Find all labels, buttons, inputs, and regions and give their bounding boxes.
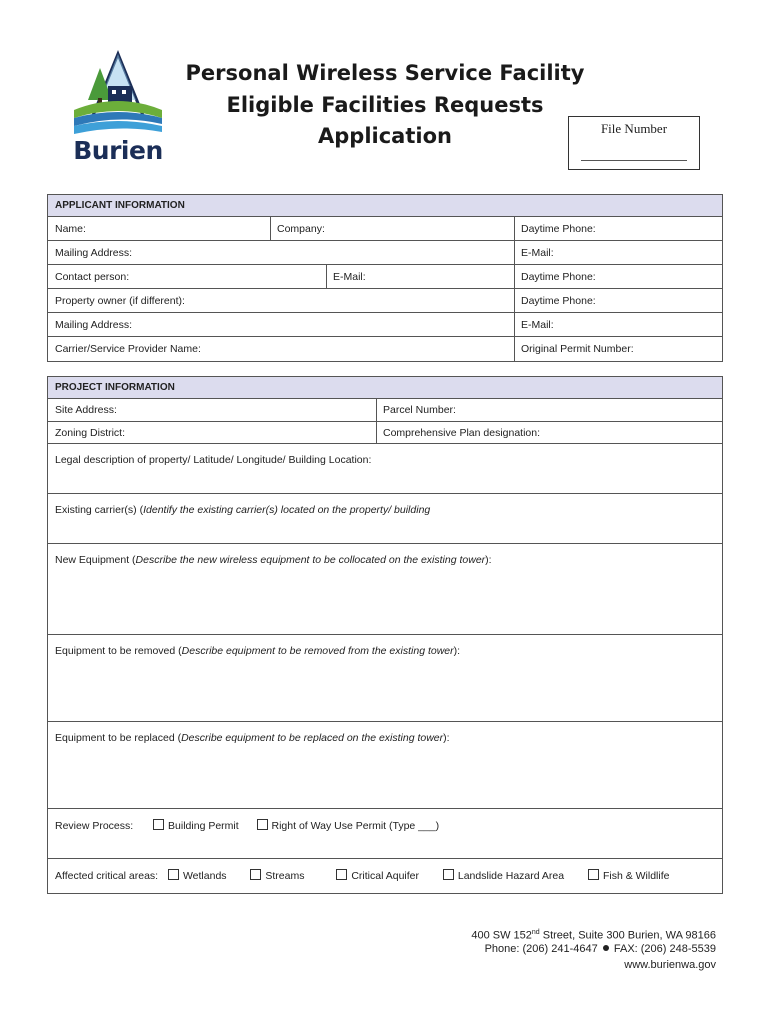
project-row-1 [48,399,722,422]
footer-website[interactable]: www.burienwa.gov [624,959,716,971]
project-row-2 [48,422,722,444]
streams-checkbox[interactable] [250,869,261,880]
page-title-line-3: Application [318,124,452,148]
original-permit-field[interactable]: Original Permit Number: [521,343,634,355]
contact-person-field[interactable]: Contact person: [55,271,130,283]
new-equipment-field[interactable] [48,544,722,634]
removed-equipment-field[interactable] [48,635,722,721]
mailing-address-field-1[interactable]: Mailing Address: [55,247,133,259]
row-permit-checkbox[interactable] [257,819,268,830]
zoning-district-field[interactable]: Zoning District: [55,427,126,439]
removed-equipment-hint: Describe equipment to be removed from the existing tower [181,645,454,657]
bullet-icon [603,945,609,951]
fish-wildlife-label: Fish & Wildlife [602,870,670,882]
logo-text: Burien [73,136,163,165]
critical-areas-row [48,859,722,893]
project-row-replaced-equipment [48,722,722,809]
existing-carriers-label: Existing carrier(s) ( [55,504,144,516]
critical-aquifer-label: Critical Aquifer [351,870,420,882]
footer-address-post: Street, Suite 300 Burien, WA 98166 [539,929,716,942]
removed-equipment-end: ): [453,645,461,657]
landslide-checkbox[interactable] [443,869,454,880]
name-field[interactable]: Name: [55,223,86,235]
applicant-row-3 [48,265,722,289]
replaced-equipment-end: ): [443,732,450,744]
file-number-label: File Number [600,121,668,136]
project-row-legal [48,444,722,494]
applicant-row-5 [48,313,722,337]
building-permit-label: Building Permit [168,820,239,832]
footer-phone-fax [420,941,716,958]
page-title-line-2: Eligible Facilities Requests [226,93,544,117]
applicant-row-1 [48,217,722,241]
applicant-row-4 [48,289,722,313]
project-information-table [47,376,723,894]
footer-address-pre: 400 SW 152 [471,929,532,942]
replaced-equipment-hint: Describe equipment to be replaced on the existing tower [181,732,444,744]
project-row-review-process [48,809,722,859]
review-process-label: Review Process: [55,820,134,832]
email-field-3[interactable]: E-Mail: [521,319,554,331]
mailing-address-field-2[interactable]: Mailing Address: [55,319,133,331]
applicant-section-heading: APPLICANT INFORMATION [48,195,722,217]
critical-areas-label: Affected critical areas: [55,870,159,882]
page-title-line-1: Personal Wireless Service Facility [185,61,585,85]
project-row-removed-equipment [48,635,722,722]
email-field-2[interactable]: E-Mail: [333,271,366,283]
building-permit-checkbox[interactable] [153,819,164,830]
project-row-new-equipment [48,544,722,635]
burien-logo [70,48,166,168]
project-section-heading: PROJECT INFORMATION [48,377,722,399]
legal-description-field[interactable]: Legal description of property/ Latitude/ Longitude/ Building Location: [55,454,372,466]
replaced-equipment-field[interactable] [48,722,722,808]
applicant-row-2 [48,241,722,265]
daytime-phone-field-1[interactable]: Daytime Phone: [521,223,596,235]
email-field-1[interactable]: E-Mail: [521,247,554,259]
critical-aquifer-checkbox[interactable] [336,869,347,880]
new-equipment-hint: Describe the new wireless equipment to be collocated on the existing tower [135,554,486,566]
existing-carriers-hint: Identify the existing carrier(s) located on the property/ building [143,504,431,516]
property-owner-field[interactable]: Property owner (if different): [55,295,185,307]
company-field[interactable]: Company: [277,223,325,235]
wetlands-checkbox[interactable] [168,869,179,880]
review-process-row [48,809,722,858]
landslide-label: Landslide Hazard Area [457,870,565,882]
removed-equipment-label: Equipment to be removed ( [55,645,182,657]
file-number-line[interactable] [581,160,687,161]
burien-logo-icon [70,48,166,138]
streams-label: Streams [265,870,305,882]
new-equipment-end: ): [485,554,492,566]
project-row-existing-carriers [48,494,722,544]
site-address-field[interactable]: Site Address: [55,404,117,416]
applicant-row-6 [48,337,722,361]
project-row-critical-areas [48,859,722,893]
parcel-number-field[interactable]: Parcel Number: [383,404,456,416]
daytime-phone-field-2[interactable]: Daytime Phone: [521,271,596,283]
footer-fax: FAX: (206) 248-5539 [613,943,716,955]
fish-wildlife-checkbox[interactable] [588,869,599,880]
wetlands-label: Wetlands [182,870,227,882]
file-number-box [568,116,700,170]
replaced-equipment-label: Equipment to be replaced ( [55,732,182,744]
applicant-information-table [47,194,723,362]
row-permit-label: Right of Way Use Permit (Type ___) [271,820,440,832]
carrier-name-field[interactable]: Carrier/Service Provider Name: [55,343,201,355]
existing-carriers-field[interactable] [48,494,722,543]
footer-address-sup: nd [531,929,540,936]
new-equipment-label: New Equipment ( [55,554,136,566]
daytime-phone-field-3[interactable]: Daytime Phone: [521,295,596,307]
footer-phone: Phone: (206) 241-4647 [484,943,598,955]
comp-plan-field[interactable]: Comprehensive Plan designation: [383,427,541,439]
